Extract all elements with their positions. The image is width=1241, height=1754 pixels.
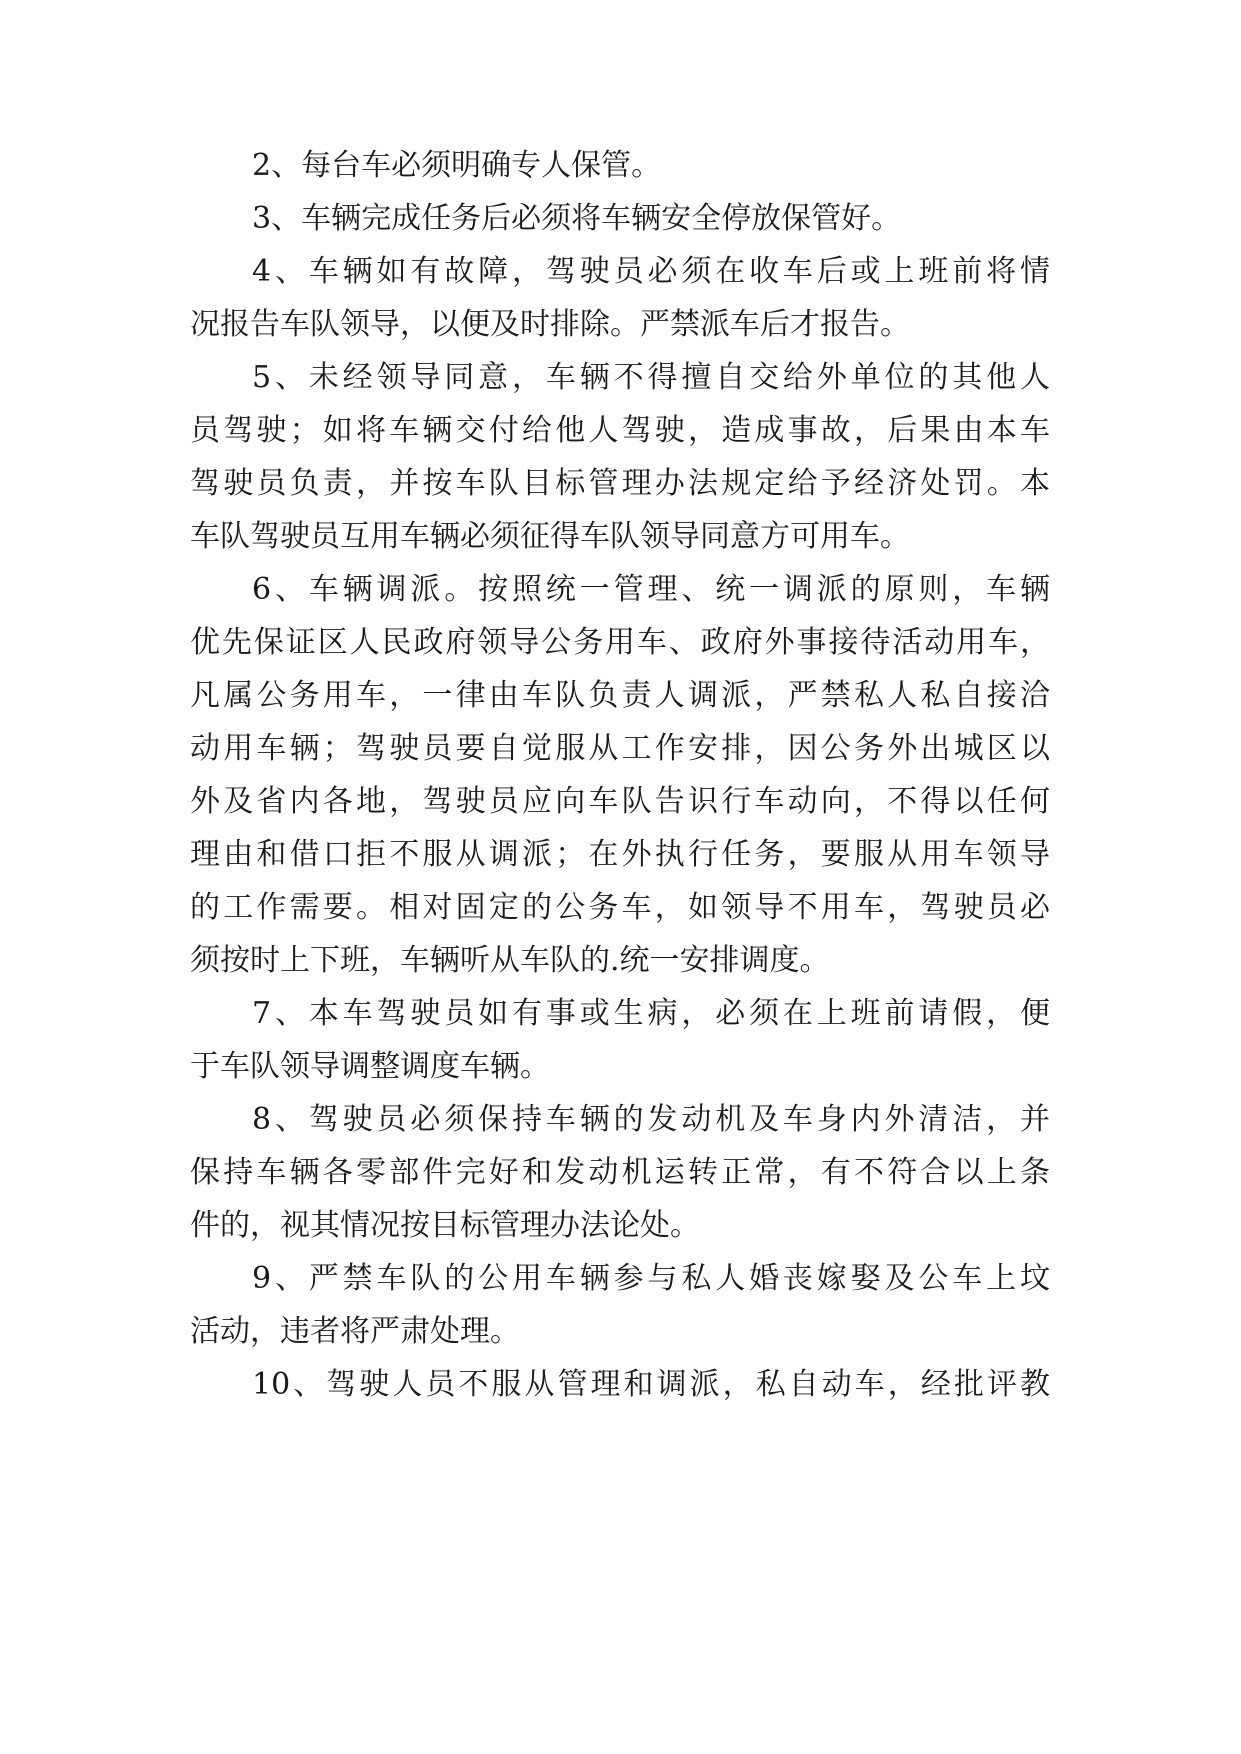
paragraph-6-line-6: 理由和借口拒不服从调派；在外执行任务，要服从用车领导 <box>190 837 1050 872</box>
paragraph-5-line-2: 员驾驶；如将车辆交付给他人驾驶，造成事故，后果由本车 <box>190 413 1050 448</box>
paragraph-10-line-1: 10、驾驶人员不服从管理和调派，私自动车，经批评教 <box>252 1367 1050 1402</box>
paragraph-4-line-2: 况报告车队领导，以便及时排除。严禁派车后才报告。 <box>190 307 910 342</box>
paragraph-8-line-2: 保持车辆各零部件完好和发动机运转正常，有不符合以上条 <box>190 1155 1050 1190</box>
paragraph-7-line-2: 于车队领导调整调度车辆。 <box>190 1049 550 1084</box>
paragraph-4-line-1: 4、车辆如有故障，驾驶员必须在收车后或上班前将情 <box>252 254 1050 289</box>
paragraph-6-line-1: 6、车辆调派。按照统一管理、统一调派的原则，车辆 <box>252 572 1050 607</box>
paragraph-9-line-2: 活动，违者将严肃处理。 <box>190 1314 520 1349</box>
paragraph-8-line-3: 件的，视其情况按目标管理办法论处。 <box>190 1208 700 1243</box>
paragraph-6-line-2: 优先保证区人民政府领导公务用车、政府外事接待活动用车， <box>190 625 1050 660</box>
paragraph-5-line-1: 5、未经领导同意，车辆不得擅自交给外单位的其他人 <box>252 360 1050 395</box>
paragraph-3-line-1: 3、车辆完成任务后必须将车辆安全停放保管好。 <box>252 201 902 236</box>
paragraph-6-line-3: 凡属公务用车，一律由车队负责人调派，严禁私人私自接洽 <box>190 678 1050 713</box>
paragraph-5-line-3: 驾驶员负责，并按车队目标管理办法规定给予经济处罚。本 <box>190 466 1050 501</box>
paragraph-6-line-7: 的工作需要。相对固定的公务车，如领导不用车，驾驶员必 <box>190 890 1050 925</box>
paragraph-6-line-4: 动用车辆；驾驶员要自觉服从工作安排，因公务外出城区以 <box>190 731 1050 766</box>
paragraph-6-line-5: 外及省内各地，驾驶员应向车队告识行车动向，不得以任何 <box>190 784 1050 819</box>
paragraph-2-line-1: 2、每台车必须明确专人保管。 <box>252 148 662 183</box>
paragraph-8-line-1: 8、驾驶员必须保持车辆的发动机及车身内外清洁，并 <box>252 1102 1050 1137</box>
paragraph-7-line-1: 7、本车驾驶员如有事或生病，必须在上班前请假，便 <box>252 996 1050 1031</box>
paragraph-6-line-8: 须按时上下班，车辆听从车队的.统一安排调度。 <box>190 943 830 978</box>
paragraph-5-line-4: 车队驾驶员互用车辆必须征得车队领导同意方可用车。 <box>190 519 910 554</box>
paragraph-9-line-1: 9、严禁车队的公用车辆参与私人婚丧嫁娶及公车上坟 <box>252 1261 1050 1296</box>
